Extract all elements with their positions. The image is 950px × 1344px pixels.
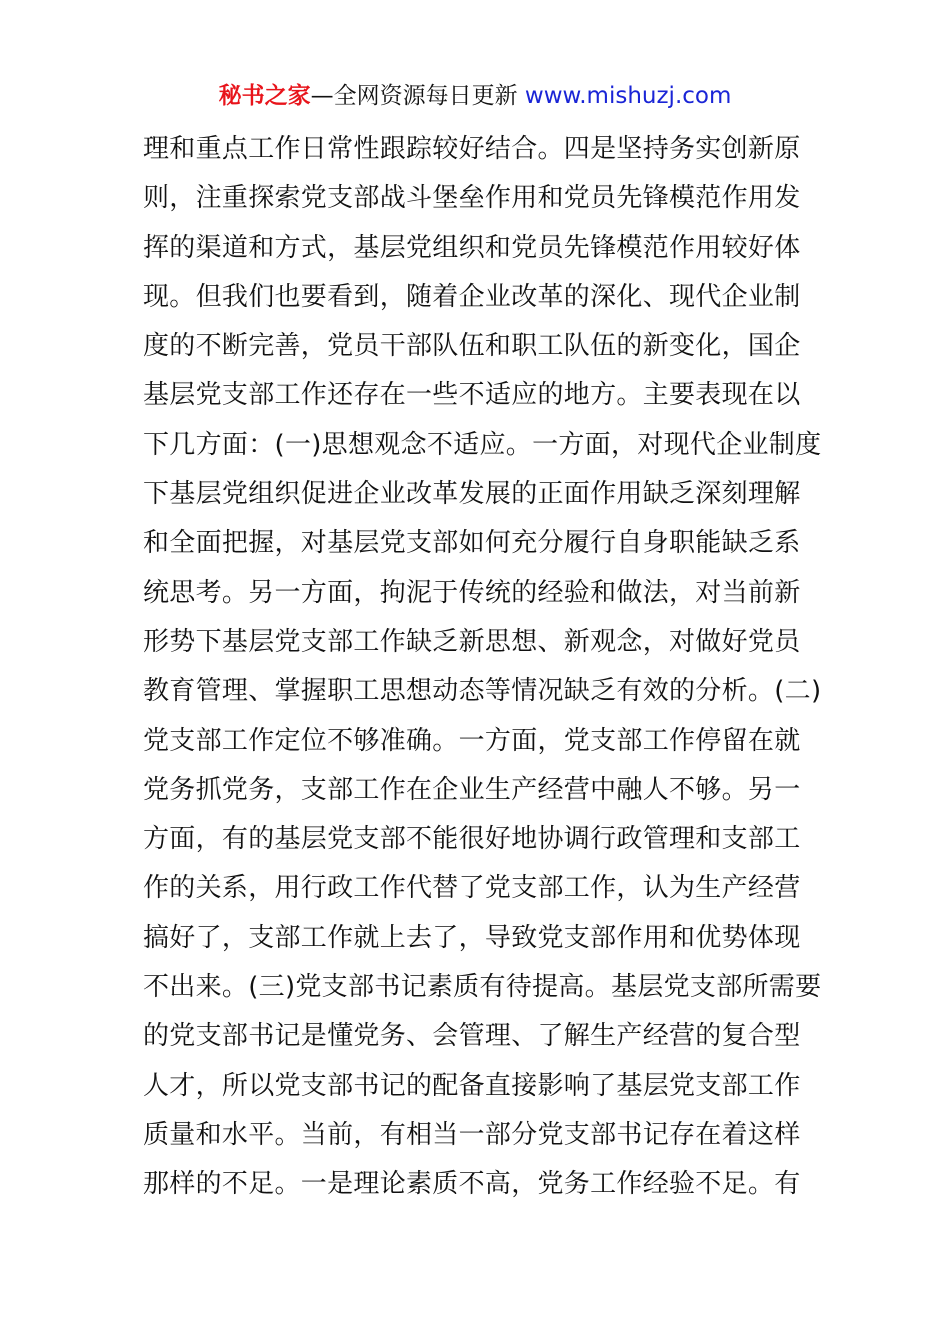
text-line: 现。但我们也要看到，随着企业改革的深化、现代企业制	[143, 281, 801, 312]
text-line: 则，注重探索党支部战斗堡垒作用和党员先锋模范作用发	[143, 183, 801, 214]
text-line: 下几方面：(一)思想观念不适应。一方面，对现代企业制度	[143, 429, 822, 460]
text-line: 党支部工作定位不够准确。一方面，党支部工作停留在就	[143, 725, 801, 756]
text-line: 人才，所以党支部书记的配备直接影响了基层党支部工作	[143, 1070, 801, 1101]
text-line: 党务抓党务，支部工作在企业生产经营中融人不够。另一	[143, 774, 801, 805]
text-line: 挥的渠道和方式，基层党组织和党员先锋模范作用较好体	[143, 232, 801, 263]
page-header	[0, 80, 950, 112]
text-line: 作的关系，用行政工作代替了党支部工作，认为生产经营	[143, 873, 801, 904]
site-url-link[interactable]: www.mishuzj.com	[524, 83, 732, 109]
brand-name: 秘书之家	[218, 83, 311, 109]
text-line: 方面，有的基层党支部不能很好地协调行政管理和支部工	[143, 824, 801, 855]
text-line: 理和重点工作日常性跟踪较好结合。四是坚持务实创新原	[143, 134, 801, 164]
text-line: 下基层党组织促进企业改革发展的正面作用缺乏深刻理解	[143, 479, 801, 510]
text-line: 和全面把握，对基层党支部如何充分履行自身职能缺乏系	[143, 528, 801, 559]
text-line: 教育管理、掌握职工思想动态等情况缺乏有效的分析。(二)	[143, 676, 822, 707]
text-line: 统思考。另一方面，拘泥于传统的经验和做法，对当前新	[143, 577, 801, 608]
text-line: 基层党支部工作还存在一些不适应的地方。主要表现在以	[143, 380, 801, 411]
text-line: 度的不断完善，党员干部队伍和职工队伍的新变化，国企	[143, 331, 801, 362]
text-line: 那样的不足。一是理论素质不高，党务工作经验不足。有	[143, 1169, 801, 1200]
text-line: 质量和水平。当前，有相当一部分党支部书记存在着这样	[143, 1119, 801, 1150]
header-tagline: —全网资源每日更新	[310, 83, 518, 109]
text-line: 形势下基层党支部工作缺乏新思想、新观念，对做好党员	[143, 626, 801, 657]
text-line: 不出来。(三)党支部书记素质有待提高。基层党支部所需要	[143, 972, 822, 1003]
document-body	[143, 125, 823, 1210]
text-line: 的党支部书记是懂党务、会管理、了解生产经营的复合型	[143, 1021, 801, 1052]
text-line: 搞好了，支部工作就上去了，导致党支部作用和优势体现	[143, 922, 801, 953]
